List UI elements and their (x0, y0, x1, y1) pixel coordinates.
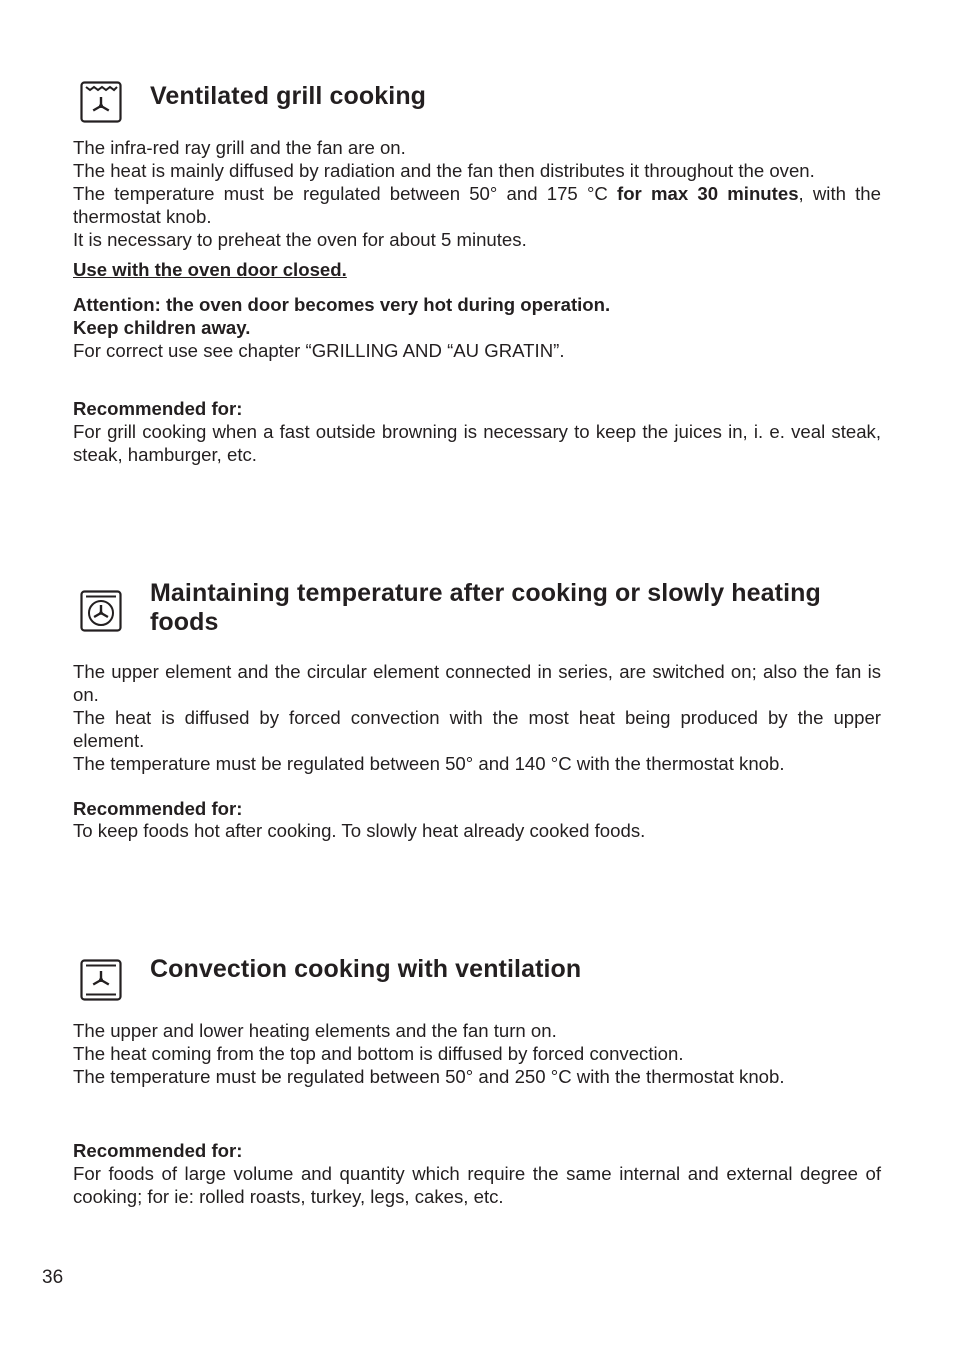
recommended-text: To keep foods hot after cooking. To slowly heat already cooked foods. (73, 820, 646, 841)
body-text: The infra-red ray grill and the fan are on. The heat is mainly diffused by radiation and the fan then distributes it throughout the oven. The temperature must be regulated between 50° and 175 °C for max 30 minutes, with the thermostat knob. It is necessary to preheat the oven for about 5 minutes. (73, 137, 881, 250)
recommended-label: Recommended for: (73, 398, 243, 419)
convection-ventilation-icon (80, 959, 122, 1001)
recommended-label: Recommended for: (73, 798, 243, 819)
section-title: Maintaining temperature after cooking or slowly heating foods (150, 579, 821, 636)
recommended-text: For foods of large volume and quantity which require the same internal and external degree of cooking; for ie: rolled roasts, turkey, legs, cakes, etc. (73, 1163, 881, 1207)
door-closed-note: Use with the oven door closed. (73, 259, 347, 280)
section-title: Ventilated grill cooking (150, 82, 427, 110)
section-title: Convection cooking with ventilation (150, 955, 582, 983)
recommended-text: For grill cooking when a fast outside browning is necessary to keep the juices in, i. e. veal steak, steak, hamburger, etc. (73, 421, 881, 465)
ventilated-grill-icon (80, 81, 122, 123)
page-number: 36 (42, 1267, 64, 1288)
recommended-label: Recommended for: (73, 1140, 243, 1161)
chapter-reference: For correct use see chapter “GRILLING AND “AU GRATIN”. (73, 340, 565, 361)
body-text: The upper and lower heating elements and the fan turn on. The heat coming from the top and bottom is diffused by forced convection. The temperature must be regulated between 50° and 250 °C with the thermostat knob. (73, 1020, 785, 1087)
body-text: The upper element and the circular element connected in series, are switched on; also the fan is on. The heat is diffused by forced convection with the most heat being produced by the upper element. The temperature must be regulated between 50° and 140 °C with the thermostat knob. (73, 661, 881, 774)
attention-note: Attention: the oven door becomes very hot during operation. Keep children away. (73, 294, 611, 338)
fan-heating-icon (80, 590, 122, 632)
